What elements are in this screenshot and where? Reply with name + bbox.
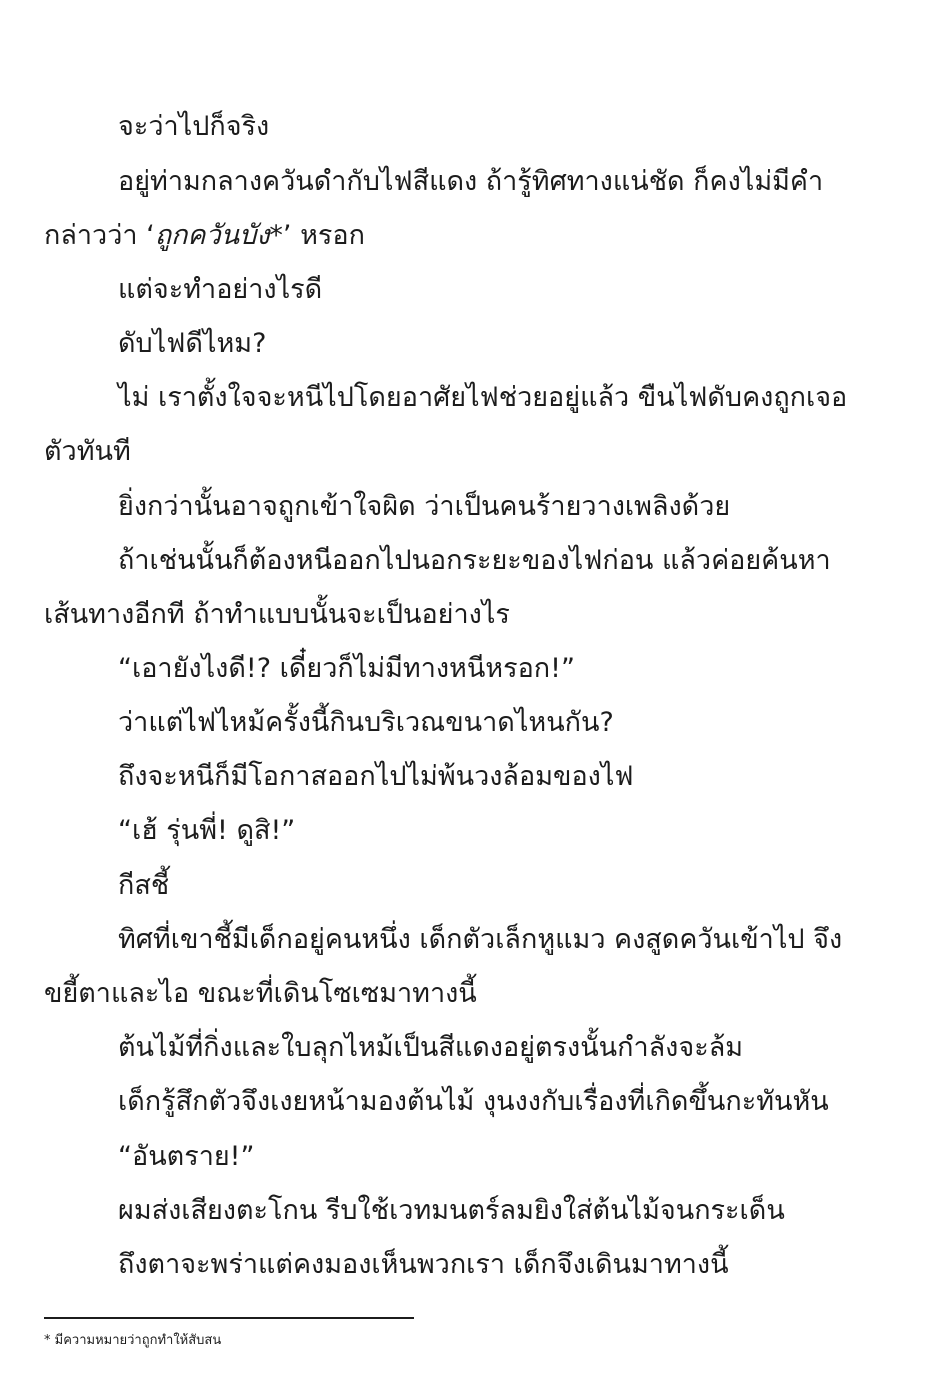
paragraph-line-continuation: ตัวทันที	[44, 436, 131, 467]
italic-term: ถูกควันบัง*	[154, 220, 283, 251]
paragraph-line-continuation: ขยี้ตาและไอ ขณะที่เดินโซเซมาทางนี้	[44, 978, 477, 1009]
paragraph-line: ต้นไม้ที่กิ่งและใบลุกไหม้เป็นสีแดงอยู่ตรงนั้นกำลังจะล้ม	[118, 1032, 744, 1063]
paragraph-line: ว่าแต่ไฟไหม้ครั้งนี้กินบริเวณขนาดไหนกัน?	[118, 707, 614, 738]
paragraph-line-continuation	[0, 209, 936, 263]
footnote: * มีความหมายว่าถูกทำให้สับสน	[44, 1333, 222, 1348]
paragraph-line: แต่จะทำอย่างไรดี	[118, 274, 323, 305]
dialogue-line: “เอายังไงดี!? เดี๋ยวก็ไม่มีทางหนีหรอก!”	[118, 653, 575, 684]
paragraph-line: อยู่ท่ามกลางควันดำกับไฟสีแดง ถ้ารู้ทิศทางแน่ชัด ก็คงไม่มีคำ	[118, 166, 824, 197]
paragraph-line: เด็กรู้สึกตัวจึงเงยหน้ามองต้นไม้ งุนงงกับเรื่องที่เกิดขึ้นกะทันหัน	[118, 1086, 829, 1117]
footnote-divider	[44, 1317, 414, 1319]
paragraph-line: ไม่ เราตั้งใจจะหนีไปโดยอาศัยไฟช่วยอยู่แล้ว ขืนไฟดับคงถูกเจอ	[118, 382, 848, 413]
paragraph-line: ถ้าเช่นนั้นก็ต้องหนีออกไปนอกระยะของไฟก่อน แล้วค่อยค้นหา	[118, 545, 831, 576]
line-text: กล่าวว่า ‘	[44, 220, 155, 251]
paragraph-line: ถึงตาจะพร่าแต่คงมองเห็นพวกเรา เด็กจึงเดินมาทางนี้	[118, 1249, 729, 1280]
paragraph-line: ถึงจะหนีก็มีโอกาสออกไปไม่พ้นวงล้อมของไฟ	[118, 761, 634, 792]
paragraph-line: ดับไฟดีไหม?	[118, 328, 267, 359]
dialogue-line: “อันตราย!”	[118, 1141, 255, 1172]
line-text: ’ หรอก	[282, 220, 365, 251]
paragraph-line: ผมส่งเสียงตะโกน รีบใช้เวทมนตร์ลมยิงใส่ต้นไม้จนกระเด็น	[118, 1195, 785, 1226]
paragraph-line-continuation: เส้นทางอีกที ถ้าทำแบบนั้นจะเป็นอย่างไร	[44, 599, 510, 630]
dialogue-line: “เฮ้ รุ่นพี่! ดูสิ!”	[118, 815, 296, 846]
paragraph-line: จะว่าไปก็จริง	[118, 111, 270, 142]
paragraph-line: กีสชี้	[118, 870, 170, 901]
paragraph-line: ทิศที่เขาชี้มีเด็กอยู่คนหนึ่ง เด็กตัวเล็กหูแมว คงสูดควันเข้าไป จึง	[118, 924, 843, 955]
paragraph-line: ยิ่งกว่านั้นอาจถูกเข้าใจผิด ว่าเป็นคนร้ายวางเพลิงด้วย	[118, 491, 731, 522]
